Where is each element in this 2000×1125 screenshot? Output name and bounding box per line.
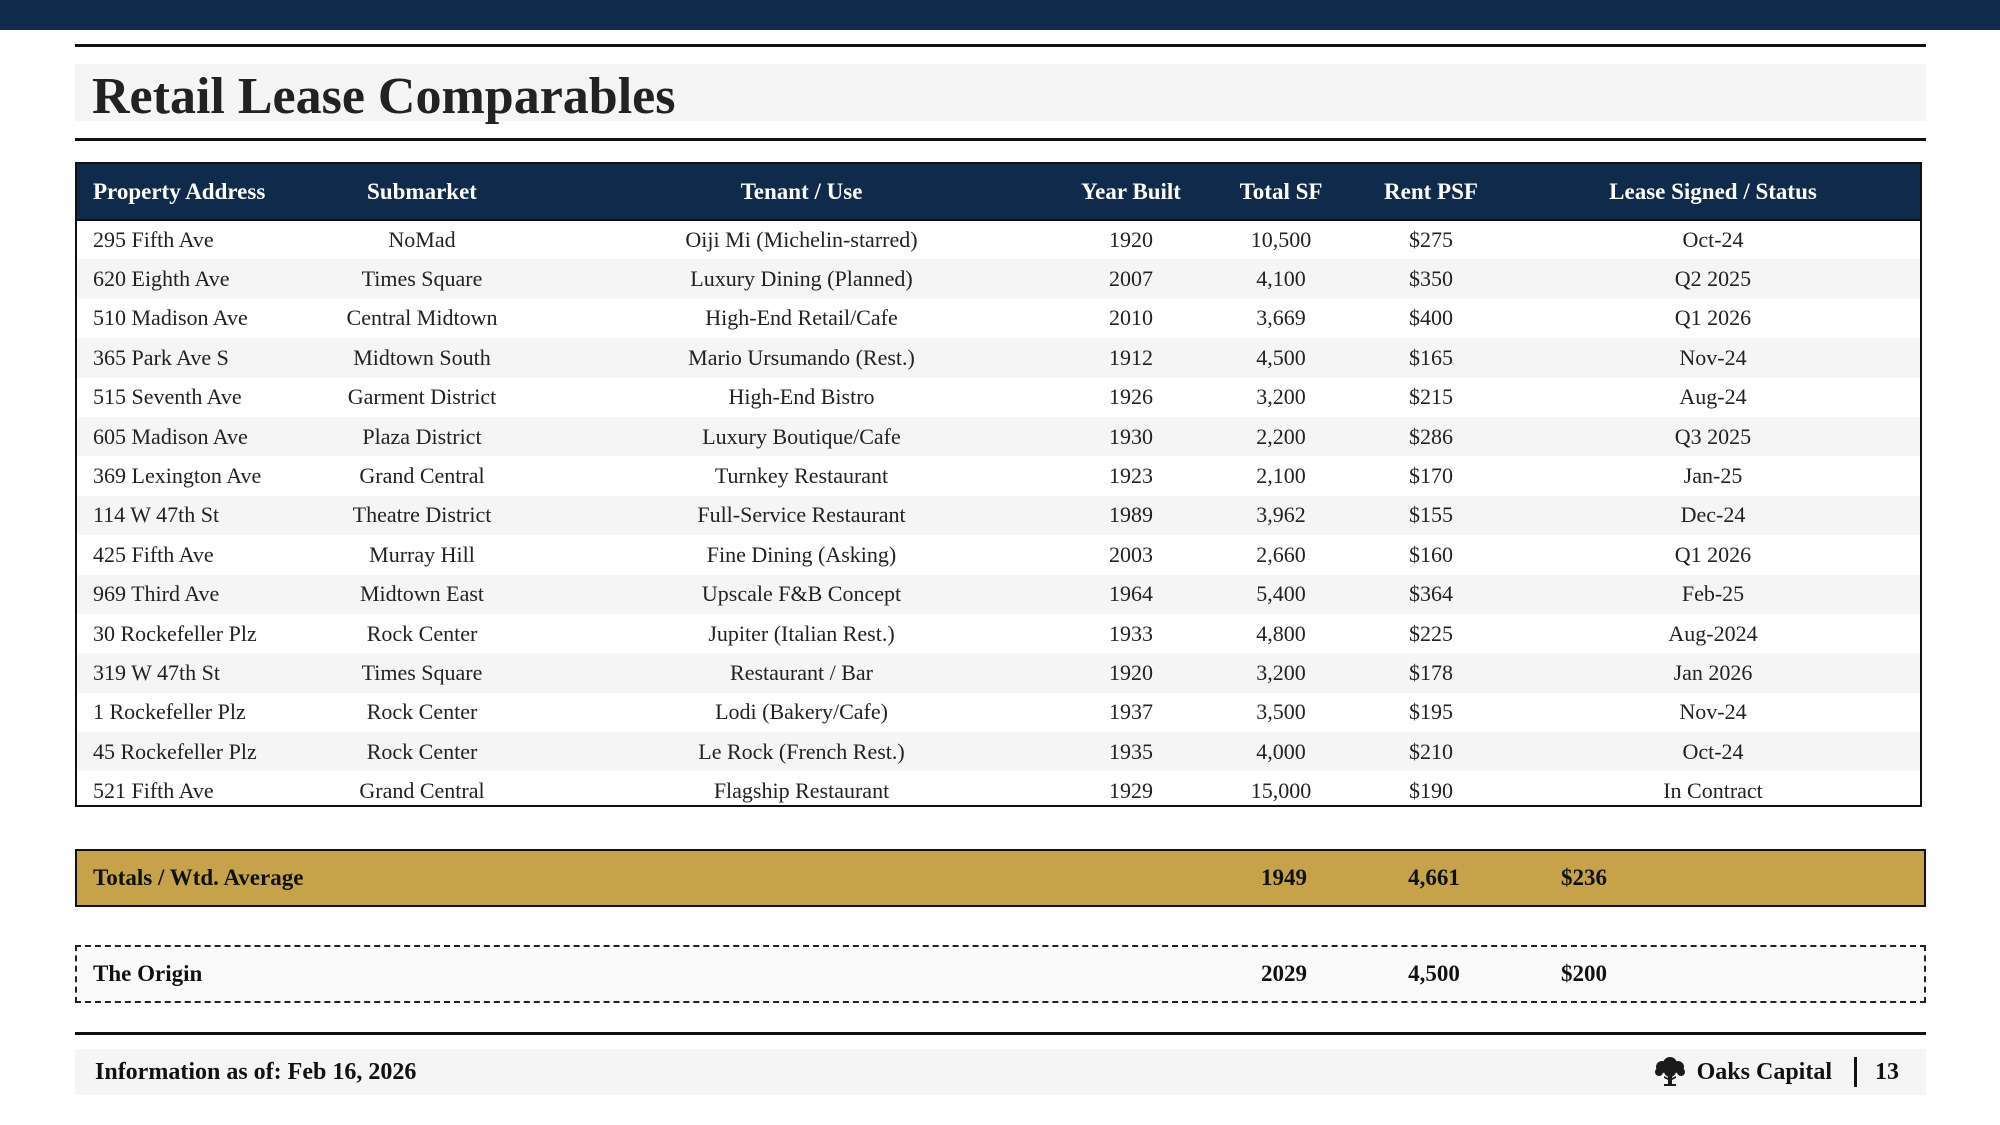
lease-status-cell: Q1 2026 bbox=[1674, 541, 1752, 567]
lease-status-cell: Oct-24 bbox=[1682, 227, 1744, 253]
table-row bbox=[77, 771, 1920, 810]
brand-name: Oaks Capital bbox=[1696, 1058, 1832, 1085]
table-row bbox=[77, 338, 1920, 377]
property-address-cell: 510 Madison Ave bbox=[93, 305, 248, 331]
total-sf-cell: 4,500 bbox=[1256, 344, 1306, 370]
lease-status-cell: Jan-25 bbox=[1683, 463, 1743, 489]
table-row bbox=[77, 732, 1920, 771]
rent-psf-cell: $400 bbox=[1409, 305, 1453, 331]
year-built-cell: 1989 bbox=[1109, 502, 1153, 528]
year-built-cell: 1930 bbox=[1109, 423, 1153, 449]
oak-tree-icon bbox=[1653, 1057, 1687, 1087]
property-address-cell: 369 Lexington Ave bbox=[93, 463, 262, 489]
origin-label: The Origin bbox=[93, 961, 203, 986]
property-address-cell: 295 Fifth Ave bbox=[93, 227, 214, 253]
total-sf-cell: 10,500 bbox=[1250, 227, 1312, 253]
tenant-use-cell: High-End Retail/Cafe bbox=[705, 305, 898, 331]
rent-psf-cell: $170 bbox=[1409, 463, 1453, 489]
total-sf-cell: 3,200 bbox=[1256, 659, 1306, 685]
property-address-cell: 30 Rockefeller Plz bbox=[93, 620, 257, 646]
total-sf-cell: 15,000 bbox=[1250, 778, 1312, 804]
table-row bbox=[77, 259, 1920, 298]
totals-year-built: 1949 bbox=[1261, 865, 1307, 890]
title-bottom-rule bbox=[75, 138, 1926, 141]
rent-psf-cell: $160 bbox=[1409, 541, 1453, 567]
tenant-use-cell: Oiji Mi (Michelin-starred) bbox=[685, 227, 918, 253]
submarket-cell: Central Midtown bbox=[346, 305, 498, 331]
rent-psf-cell: $178 bbox=[1409, 659, 1453, 685]
lease-status-cell: Nov-24 bbox=[1679, 344, 1747, 370]
submarket-cell: Times Square bbox=[361, 266, 483, 292]
total-sf-cell: 4,800 bbox=[1256, 620, 1306, 646]
submarket-cell: NoMad bbox=[388, 227, 456, 253]
totals-total-sf: 4,661 bbox=[1408, 865, 1460, 890]
table-row bbox=[77, 575, 1920, 614]
rent-psf-cell: $190 bbox=[1409, 778, 1453, 804]
column-header: Rent PSF bbox=[1356, 164, 1506, 220]
tenant-use-cell: Luxury Boutique/Cafe bbox=[702, 423, 901, 449]
total-sf-cell: 5,400 bbox=[1256, 581, 1306, 607]
totals-label: Totals / Wtd. Average bbox=[93, 865, 304, 890]
tenant-use-cell: Le Rock (French Rest.) bbox=[698, 738, 905, 764]
year-built-cell: 1937 bbox=[1109, 699, 1153, 725]
footer-divider bbox=[1854, 1057, 1857, 1087]
lease-status-cell: Nov-24 bbox=[1679, 699, 1747, 725]
table-row bbox=[77, 535, 1920, 574]
tenant-use-cell: Luxury Dining (Planned) bbox=[690, 266, 913, 292]
total-sf-cell: 3,962 bbox=[1256, 502, 1306, 528]
column-header: Property Address bbox=[77, 164, 297, 220]
footer-brand bbox=[1653, 1049, 1899, 1095]
total-sf-cell: 4,000 bbox=[1256, 738, 1306, 764]
submarket-cell: Murray Hill bbox=[369, 541, 475, 567]
page-number: 13 bbox=[1875, 1058, 1899, 1085]
top-accent-bar bbox=[0, 0, 2000, 30]
rent-psf-cell: $210 bbox=[1409, 738, 1453, 764]
property-address-cell: 969 Third Ave bbox=[93, 581, 220, 607]
submarket-cell: Grand Central bbox=[359, 778, 485, 804]
total-sf-cell: 2,100 bbox=[1256, 463, 1306, 489]
table-row bbox=[77, 456, 1920, 495]
table-row bbox=[77, 614, 1920, 653]
totals-rent-psf: $236 bbox=[1561, 865, 1607, 890]
submarket-cell: Plaza District bbox=[362, 423, 482, 449]
total-sf-cell: 3,500 bbox=[1256, 699, 1306, 725]
total-sf-cell: 4,100 bbox=[1256, 266, 1306, 292]
lease-status-cell: Aug-24 bbox=[1679, 384, 1747, 410]
tenant-use-cell: High-End Bistro bbox=[728, 384, 875, 410]
submarket-cell: Midtown South bbox=[353, 344, 491, 370]
table-row bbox=[77, 299, 1920, 338]
tenant-use-cell: Flagship Restaurant bbox=[713, 778, 890, 804]
year-built-cell: 1929 bbox=[1109, 778, 1153, 804]
submarket-cell: Rock Center bbox=[366, 699, 478, 725]
year-built-cell: 1935 bbox=[1109, 738, 1153, 764]
property-address-cell: 620 Eighth Ave bbox=[93, 266, 230, 292]
year-built-cell: 1920 bbox=[1109, 227, 1153, 253]
tenant-use-cell: Mario Ursumando (Rest.) bbox=[688, 344, 915, 370]
submarket-cell: Rock Center bbox=[366, 620, 478, 646]
total-sf-cell: 2,200 bbox=[1256, 423, 1306, 449]
title-top-rule bbox=[75, 44, 1926, 47]
lease-status-cell: Feb-25 bbox=[1681, 581, 1745, 607]
rent-psf-cell: $155 bbox=[1409, 502, 1453, 528]
comparables-table-frame bbox=[75, 162, 1922, 807]
table-row bbox=[77, 653, 1920, 692]
tenant-use-cell: Fine Dining (Asking) bbox=[706, 541, 897, 567]
submarket-cell: Grand Central bbox=[359, 463, 485, 489]
total-sf-cell: 2,660 bbox=[1256, 541, 1306, 567]
total-sf-cell: 3,669 bbox=[1256, 305, 1306, 331]
lease-status-cell: Q2 2025 bbox=[1674, 266, 1752, 292]
rent-psf-cell: $165 bbox=[1409, 344, 1453, 370]
table-row bbox=[77, 693, 1920, 732]
lease-status-cell: Dec-24 bbox=[1680, 502, 1746, 528]
property-address-cell: 114 W 47th St bbox=[93, 502, 220, 528]
property-address-cell: 365 Park Ave S bbox=[93, 344, 229, 370]
submarket-cell: Midtown East bbox=[359, 581, 485, 607]
origin-total-sf: 4,500 bbox=[1408, 961, 1460, 986]
submarket-cell: Garment District bbox=[347, 384, 497, 410]
footer-top-rule bbox=[75, 1032, 1926, 1035]
origin-year-built: 2029 bbox=[1261, 961, 1307, 986]
lease-status-cell: Jan 2026 bbox=[1673, 659, 1753, 685]
submarket-cell: Rock Center bbox=[366, 738, 478, 764]
info-date: Information as of: Feb 16, 2026 bbox=[95, 1058, 417, 1085]
tenant-use-cell: Turnkey Restaurant bbox=[714, 463, 889, 489]
column-header: Submarket bbox=[297, 164, 547, 220]
origin-row bbox=[75, 945, 1926, 1003]
origin-rent-psf: $200 bbox=[1561, 961, 1607, 986]
year-built-cell: 1923 bbox=[1109, 463, 1153, 489]
rent-psf-cell: $350 bbox=[1409, 266, 1453, 292]
column-header: Tenant / Use bbox=[547, 164, 1056, 220]
table-header-row bbox=[77, 164, 1920, 220]
submarket-cell: Times Square bbox=[361, 659, 483, 685]
tenant-use-cell: Restaurant / Bar bbox=[730, 659, 873, 685]
tenant-use-cell: Full-Service Restaurant bbox=[697, 502, 906, 528]
page-title: Retail Lease Comparables bbox=[92, 68, 676, 125]
lease-status-cell: Oct-24 bbox=[1682, 738, 1744, 764]
column-header: Lease Signed / Status bbox=[1506, 164, 1920, 220]
lease-status-cell: Aug-2024 bbox=[1668, 620, 1758, 646]
totals-row bbox=[75, 849, 1926, 907]
tenant-use-cell: Lodi (Bakery/Cafe) bbox=[715, 699, 888, 725]
tenant-use-cell: Upscale F&B Concept bbox=[701, 581, 902, 607]
total-sf-cell: 3,200 bbox=[1256, 384, 1306, 410]
property-address-cell: 605 Madison Ave bbox=[93, 423, 248, 449]
table-row bbox=[77, 220, 1920, 259]
footer bbox=[75, 1049, 1926, 1095]
year-built-cell: 2007 bbox=[1109, 266, 1153, 292]
property-address-cell: 515 Seventh Ave bbox=[93, 384, 242, 410]
year-built-cell: 2003 bbox=[1109, 541, 1153, 567]
table-row bbox=[77, 417, 1920, 456]
year-built-cell: 1912 bbox=[1109, 344, 1153, 370]
tenant-use-cell: Jupiter (Italian Rest.) bbox=[708, 620, 895, 646]
title-panel bbox=[75, 64, 1926, 125]
comparables-table bbox=[77, 164, 1920, 811]
property-address-cell: 45 Rockefeller Plz bbox=[93, 738, 257, 764]
property-address-cell: 1 Rockefeller Plz bbox=[93, 699, 246, 725]
rent-psf-cell: $275 bbox=[1409, 227, 1453, 253]
table-row bbox=[77, 496, 1920, 535]
lease-status-cell: Q1 2026 bbox=[1674, 305, 1752, 331]
column-header: Year Built bbox=[1056, 164, 1206, 220]
year-built-cell: 1926 bbox=[1109, 384, 1153, 410]
rent-psf-cell: $286 bbox=[1409, 423, 1453, 449]
rent-psf-cell: $195 bbox=[1409, 699, 1453, 725]
rent-psf-cell: $225 bbox=[1409, 620, 1453, 646]
table-row bbox=[77, 378, 1920, 417]
year-built-cell: 1920 bbox=[1109, 659, 1153, 685]
rent-psf-cell: $364 bbox=[1409, 581, 1453, 607]
column-header: Total SF bbox=[1206, 164, 1356, 220]
property-address-cell: 425 Fifth Ave bbox=[93, 541, 214, 567]
lease-status-cell: Q3 2025 bbox=[1674, 423, 1752, 449]
year-built-cell: 2010 bbox=[1109, 305, 1153, 331]
property-address-cell: 521 Fifth Ave bbox=[93, 778, 214, 804]
year-built-cell: 1933 bbox=[1109, 620, 1153, 646]
year-built-cell: 1964 bbox=[1109, 581, 1153, 607]
property-address-cell: 319 W 47th St bbox=[93, 659, 220, 685]
submarket-cell: Theatre District bbox=[352, 502, 492, 528]
lease-status-cell: In Contract bbox=[1663, 778, 1763, 804]
rent-psf-cell: $215 bbox=[1409, 384, 1453, 410]
